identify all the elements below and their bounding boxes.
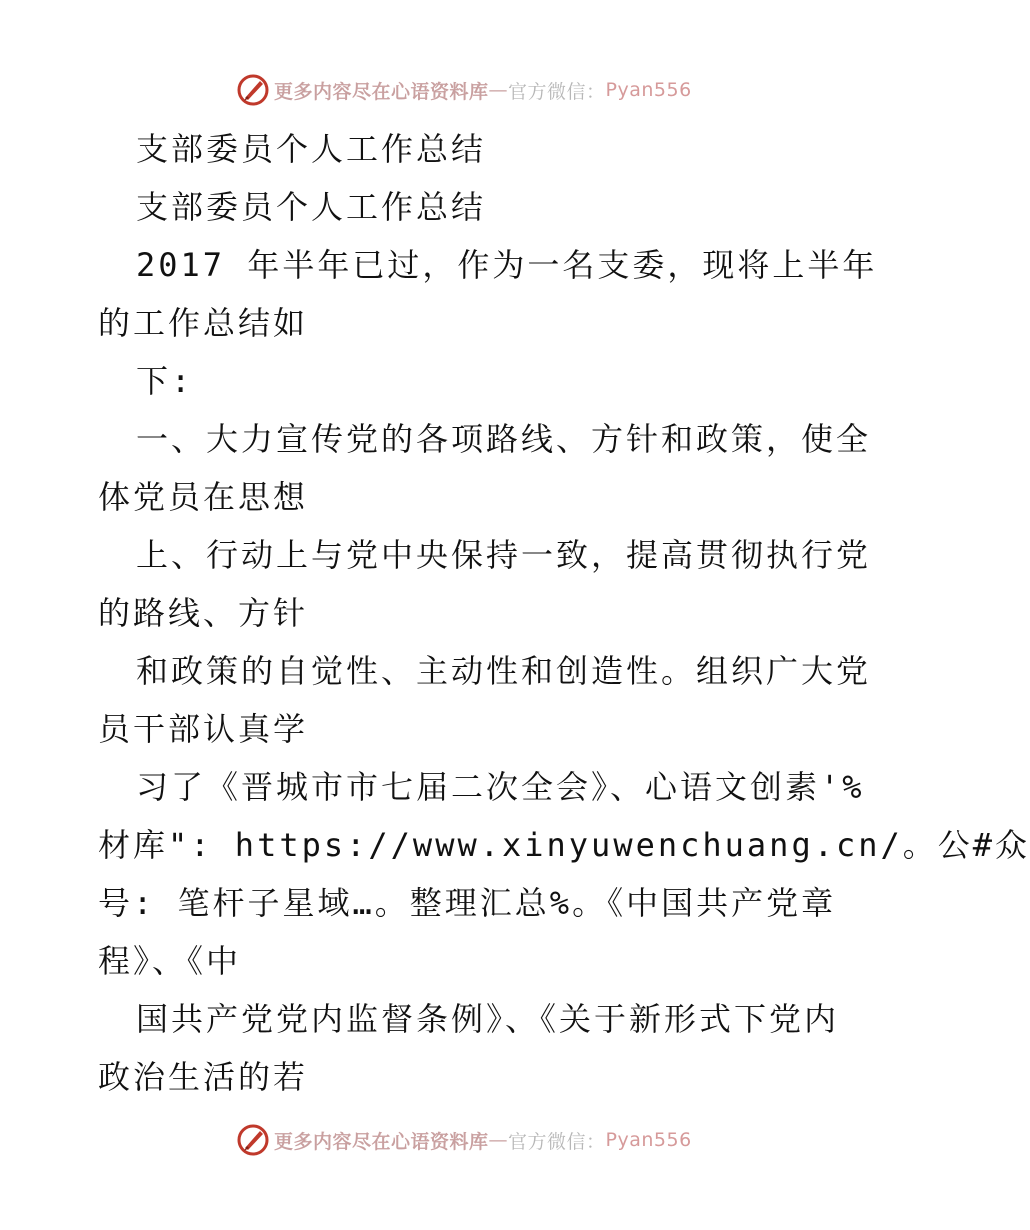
banner-wechat-id: Pyan556 <box>605 1129 692 1151</box>
banner-wechat-id: Pyan556 <box>605 79 692 101</box>
banner-dash: — <box>488 79 509 101</box>
doc-title: 支部委员个人工作总结 <box>136 130 487 168</box>
body-line: 员干部认真学 <box>98 710 309 748</box>
banner-dash: — <box>488 1129 509 1151</box>
body-line: 程》、《中 <box>98 942 242 980</box>
body-line: 政治生活的若 <box>98 1058 309 1096</box>
footer-banner <box>236 1122 692 1158</box>
body-line: 和政策的自觉性、主动性和创造性。组织广大党 <box>136 652 872 690</box>
quill-logo-icon <box>236 73 270 107</box>
doc-subtitle: 支部委员个人工作总结 <box>136 188 487 226</box>
body-line: 的工作总结如 <box>98 304 309 342</box>
banner-site-text: 更多内容尽在心语资料库 <box>274 1130 489 1153</box>
body-line: 下: <box>136 362 194 400</box>
document-body <box>98 120 1030 1106</box>
body-line: 材库": https://www.xinyuwenchuang.cn/。公#众 <box>98 826 1030 864</box>
body-line: 2017 年半年已过，作为一名支委，现将上半年 <box>136 246 878 284</box>
body-line: 号: 笔杆子星域…。整理汇总%。《中国共产党章 <box>98 884 837 922</box>
banner-site-text: 更多内容尽在心语资料库 <box>274 80 489 103</box>
body-line: 上、行动上与党中央保持一致，提高贯彻执行党 <box>136 536 872 574</box>
body-line: 的路线、方针 <box>98 594 309 632</box>
header-banner <box>236 72 692 108</box>
body-line: 习了《晋城市市七届二次全会》、心语文创素'% <box>136 768 865 806</box>
body-line: 一、大力宣传党的各项路线、方针和政策，使全 <box>136 420 872 458</box>
body-line: 体党员在思想 <box>98 478 309 516</box>
quill-logo-icon <box>236 1123 270 1157</box>
banner-wechat-label: 官方微信： <box>508 1130 606 1153</box>
body-line: 国共产党党内监督条例》、《关于新形式下党内 <box>136 1000 840 1038</box>
banner-wechat-label: 官方微信： <box>508 80 606 103</box>
